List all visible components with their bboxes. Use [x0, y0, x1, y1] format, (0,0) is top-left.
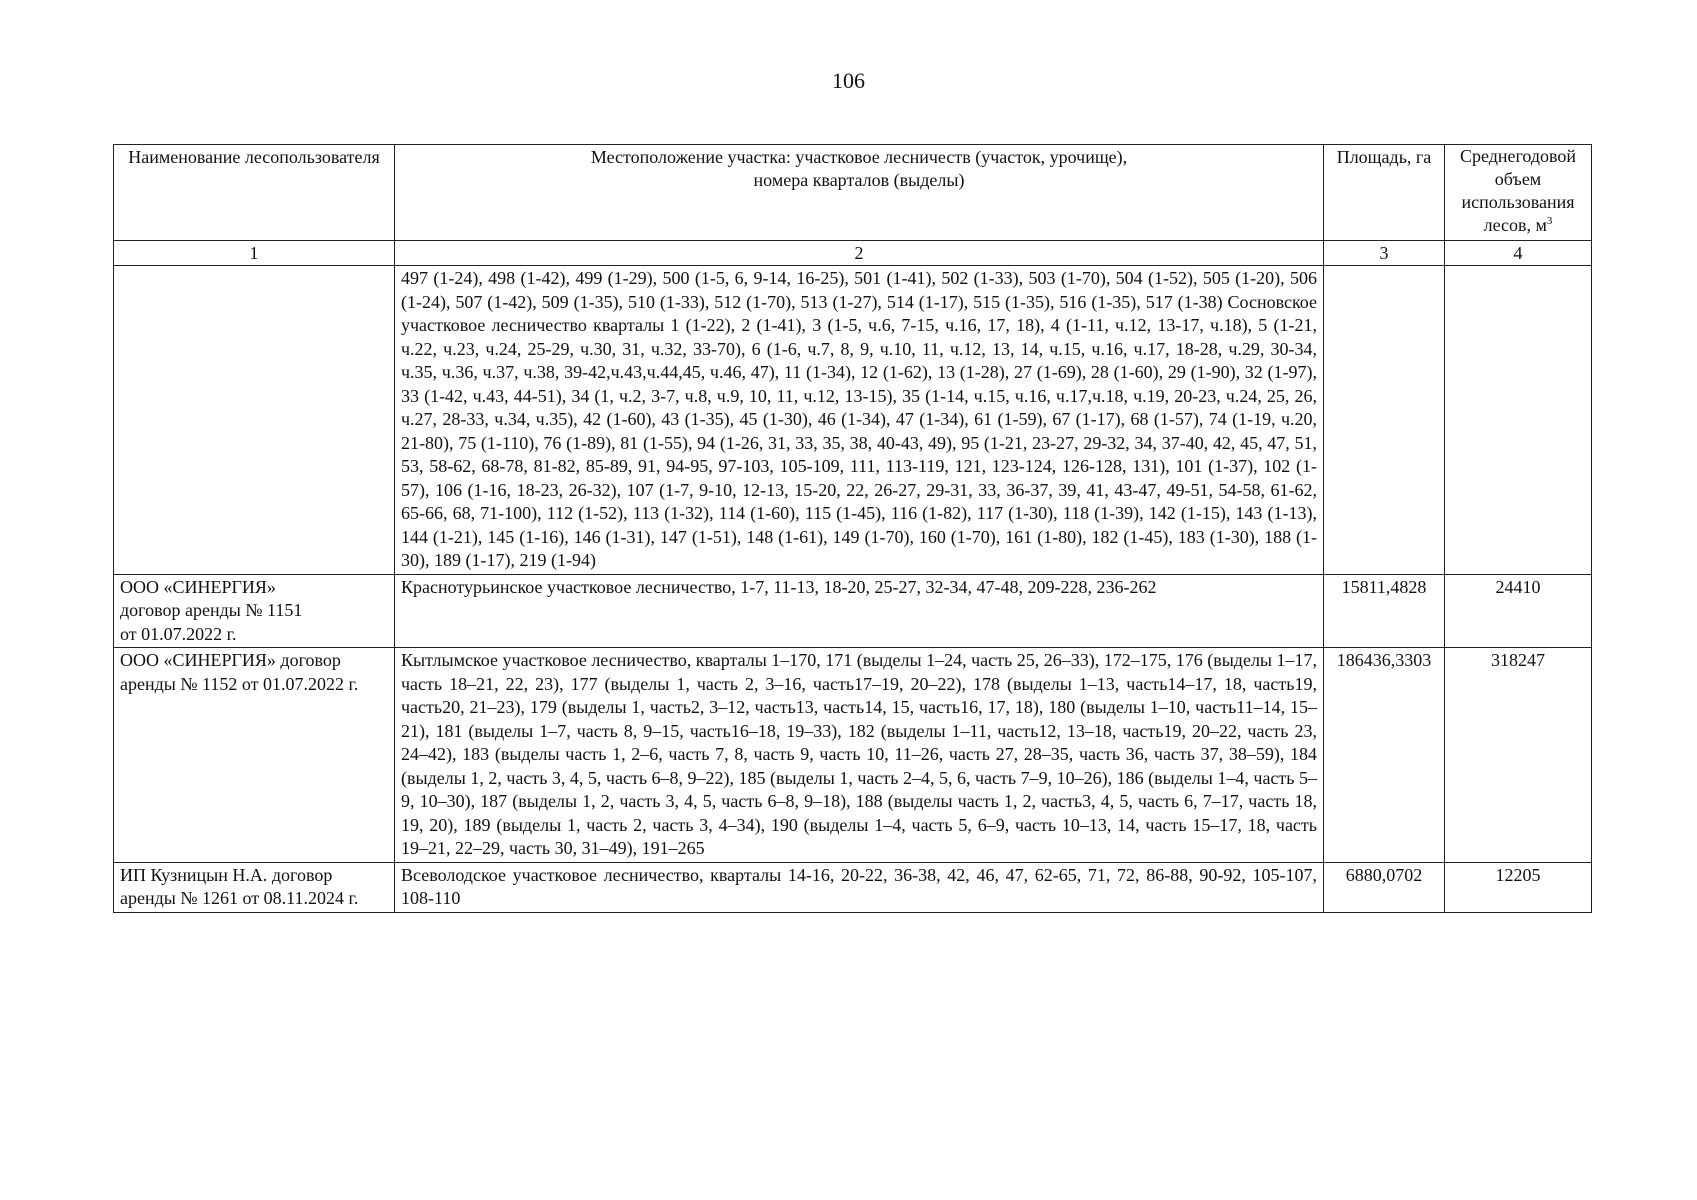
table-row	[114, 648, 1592, 863]
tenant-name-cell	[114, 574, 395, 648]
header-area-text: Площадь, га	[1336, 147, 1432, 167]
header-row	[114, 145, 1592, 241]
tenant-name-cell	[114, 266, 395, 575]
column-number-row	[114, 241, 1592, 266]
page-number: 106	[832, 68, 865, 93]
location-cell: Всеволодское участковое лесничество, кварталы 14-16, 20-22, 36-38, 42, 46, 47, 62-65, 71, 72, 86-88, 90-92, 105-107, 108-110	[395, 862, 1324, 912]
tenant-name-cell: ИП Кузницын Н.А. договор аренды № 1261 от 08.11.2024 г.	[114, 862, 395, 912]
volume-cell: 24410	[1445, 574, 1592, 648]
header-volume	[1445, 145, 1592, 241]
header-location-line2: номера кварталов (выделы)	[753, 170, 965, 190]
header-tenant-name-text: Наименование лесопользователя	[128, 147, 380, 167]
tenant-name-line: ООО «СИНЕРГИЯ»	[120, 576, 276, 597]
volume-cell: 318247	[1445, 648, 1592, 863]
header-tenant-name	[114, 145, 395, 241]
header-area	[1324, 145, 1445, 241]
header-volume-text: Среднегодовой объем использования лесов, м	[1459, 146, 1577, 235]
header-location	[395, 145, 1324, 241]
tenant-name-line: от 01.07.2022 г.	[120, 623, 237, 644]
column-number-2: 2	[395, 241, 1324, 266]
header-volume-sup: 3	[1546, 215, 1553, 227]
column-number-1: 1	[114, 241, 395, 266]
table-row	[114, 862, 1592, 912]
volume-cell	[1445, 266, 1592, 575]
location-cell: 497 (1-24), 498 (1-42), 499 (1-29), 500 (1-5, 6, 9-14, 16-25), 501 (1-41), 502 (1-33), 503 (1-70), 504 (1-52), 505 (1-20), 506 (1-24), 507 (1-42), 509 (1-35), 510 (1-33), 512 (1-70), 513 (1-27), 514 (1-17), 515 (1-35), 516 (1-35), 517 (1-38) Сосновское участковое лесничество кварталы 1 (1-22), 2 (1-41), 3 (1-5, ч.6, 7-15, ч.16, 17, 18), 4 (1-11, ч.12, 13-17, ч.18), 5 (1-21, ч.22, ч.23, ч.24, 25-29, ч.30, 31, ч.32, 33-70), 6 (1-6, ч.7, 8, 9, ч.10, 11, ч.12, 13, 14, ч.15, ч.16, ч.17, 18-28, ч.29, 30-34, ч.35, ч.36, ч.37, ч.38, 39-42,ч.43,ч.44,45, ч.46, 47), 11 (1-34), 12 (1-62), 13 (1-28), 27 (1-69), 28 (1-60), 29 (1-90), 32 (1-97), 33 (1-42, ч.43, 44-51), 34 (1, ч.2, 3-7, ч.8, ч.9, 10, 11, ч.12, 13-15), 35 (1-14, ч.15, ч.16, ч.17,ч.18, ч.19, 20-23, ч.24, 25, 26, ч.27, 28-33, ч.34, ч.35), 42 (1-60), 43 (1-35), 45 (1-30), 46 (1-34), 47 (1-34), 61 (1-59), 67 (1-17), 68 (1-57), 74 (1-19, ч.20, 21-80), 75 (1-110), 76 (1-89), 81 (1-55), 94 (1-26, 31, 33, 35, 38, 40-43, 49), 95 (1-21, 23-27, 29-32, 34, 37-40, 42, 45, 47, 51, 53, 58-62, 68-78, 81-82, 85-89, 91, 94-95, 97-103, 105-109, 111, 113-119, 121, 123-124, 126-128, 131), 101 (1-37), 102 (1-57), 106 (1-16, 18-23, 26-32), 107 (1-7, 9-10, 12-13, 15-20, 22, 26-27, 29-31, 33, 36-37, 39, 41, 43-47, 49-51, 54-58, 61-62, 65-66, 68, 71-100), 112 (1-52), 113 (1-32), 114 (1-60), 115 (1-45), 116 (1-82), 117 (1-30), 118 (1-39), 142 (1-15), 143 (1-13), 144 (1-21), 145 (1-16), 146 (1-31), 147 (1-51), 148 (1-61), 149 (1-70), 160 (1-70), 161 (1-80), 182 (1-45), 183 (1-30), 188 (1-30), 189 (1-17), 219 (1-94)	[395, 266, 1324, 575]
table-row	[114, 266, 1592, 575]
area-cell: 6880,0702	[1324, 862, 1445, 912]
tenant-name-cell: ООО «СИНЕРГИЯ» договор аренды № 1152 от 01.07.2022 г.	[114, 648, 395, 863]
column-number-4: 4	[1445, 241, 1592, 266]
location-cell: Кытлымское участковое лесничество, кварталы 1–170, 171 (выделы 1–24, часть 25, 26–33), 172–175, 176 (выделы 1–17, часть 18–21, 22, 23), 177 (выделы 1, часть 2, 3–16, часть17–19, 20–22), 178 (выделы 1–13, часть14–17, 18, часть19, часть20, 21–23), 179 (выделы 1, часть2, 3–12, часть13, часть14, 15, часть16, 17, 18), 180 (выделы 1–10, часть11–14, 15–21), 181 (выделы 1–7, часть 8, 9–15, часть16–18, 19–33), 182 (выделы 1–11, часть12, 13–18, часть19, 20–22, часть 23, 24–42), 183 (выделы часть 1, 2–6, часть 7, 8, часть 9, часть 10, 11–26, часть 27, 28–35, часть 36, часть 37, 38–59), 184 (выделы 1, 2, часть 3, 4, 5, часть 6–8, 9–22), 185 (выделы 1, часть 2–4, 5, 6, часть 7–9, 10–26), 186 (выделы 1–4, часть 5–9, 10–30), 187 (выделы 1, 2, часть 3, 4, 5, часть 6–8, 9–18), 188 (выделы часть 1, 2, часть3, 4, 5, часть 6, 7–17, часть 18, 19, 20), 189 (выделы 1, часть 2, часть 3, 4–34), 190 (выделы 1–4, часть 5, 6–9, часть 10–13, 14, часть 15–17, 18, часть 19–21, 22–29, часть 30, 31–49), 191–265	[395, 648, 1324, 863]
area-cell: 15811,4828	[1324, 574, 1445, 648]
tenant-name-line: договор аренды № 1151	[120, 600, 303, 620]
header-location-line1: Местоположение участка: участковое лесничеств (участок, урочище),	[590, 147, 1128, 167]
area-cell: 186436,3303	[1324, 648, 1445, 863]
column-number-3: 3	[1324, 241, 1445, 266]
location-cell: Краснотурьинское участковое лесничество, 1-7, 11-13, 18-20, 25-27, 32-34, 47-48, 209-228, 236-262	[395, 574, 1324, 648]
area-cell	[1324, 266, 1445, 575]
forest-lease-table	[113, 144, 1592, 913]
volume-cell: 12205	[1445, 862, 1592, 912]
table-row	[114, 574, 1592, 648]
